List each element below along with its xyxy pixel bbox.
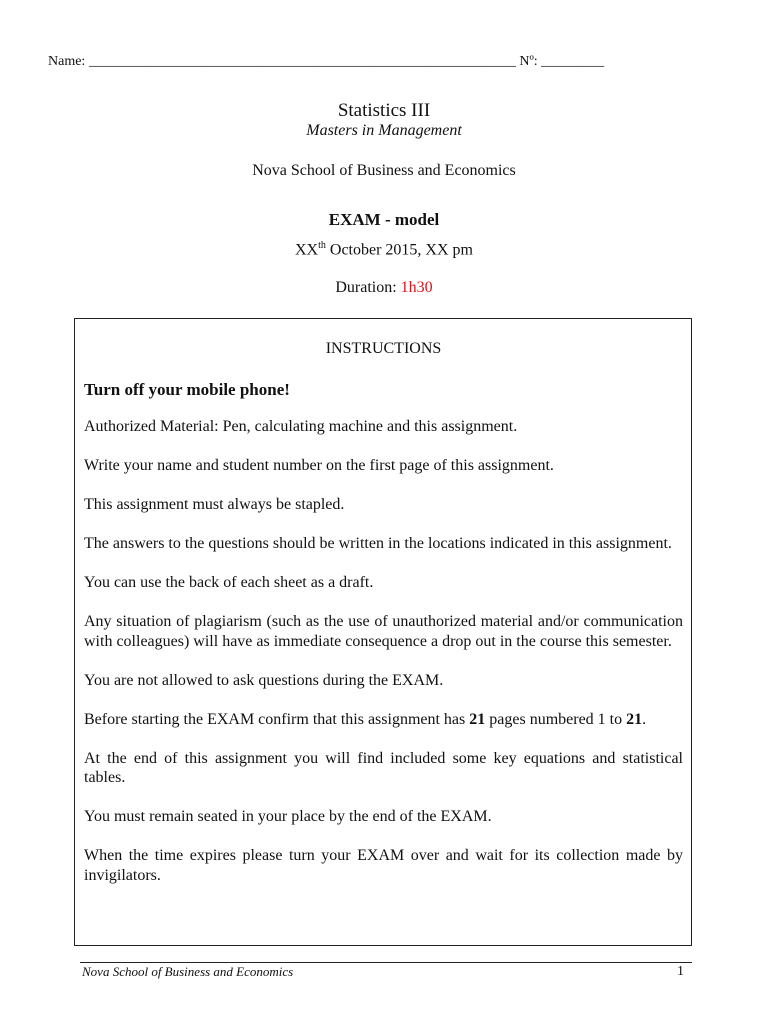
exam-date — [0, 240, 768, 259]
instruction-item: Write your name and student number on the first page of this assignment. — [84, 457, 554, 474]
instruction-item: You can use the back of each sheet as a draft. — [84, 574, 374, 591]
duration-value: 1h30 — [400, 279, 433, 296]
number-label: Nº: — [519, 54, 538, 69]
pages-last: 21 — [626, 710, 643, 728]
pages-text: pages numbered 1 to — [485, 710, 627, 728]
program-subtitle: Masters in Management — [306, 122, 462, 139]
footer-institution: Nova School of Business and Economics — [82, 964, 294, 979]
name-field[interactable]: _____________________________________________________________ — [88, 54, 516, 69]
exam-title: EXAM - model — [328, 210, 440, 229]
pages-text: . — [642, 710, 647, 728]
mobile-phone-warning: Turn off your mobile phone! — [84, 379, 290, 399]
footer-divider — [80, 962, 692, 963]
instruction-item: Any situation of plagiarism (such as the use of unauthorized material and/or communication with colleagues) will have as immediate consequence a drop out in the course this semester. — [84, 613, 683, 650]
page-number: 1 — [677, 964, 684, 979]
course-title: Statistics III — [337, 100, 431, 121]
instructions-box — [74, 318, 692, 946]
duration-label: Duration: — [335, 279, 401, 296]
school-name: Nova School of Business and Economics — [252, 162, 516, 179]
instruction-item: You must remain seated in your place by the end of the EXAM. — [84, 808, 492, 825]
pages-text: Before starting the EXAM confirm that this assignment has — [84, 710, 470, 728]
instruction-item: When the time expires please turn your EXAM over and wait for its collection made by invigilators. — [84, 847, 683, 884]
pages-count: 21 — [469, 710, 486, 728]
instruction-item: At the end of this assignment you will find included some key equations and statistical tables. — [84, 749, 683, 786]
instruction-item: This assignment must always be stapled. — [84, 496, 345, 513]
exam-duration — [0, 279, 768, 297]
instruction-pages — [84, 710, 683, 730]
instruction-item: Authorized Material: Pen, calculating machine and this assignment. — [84, 418, 518, 435]
date-suffix: th — [318, 240, 326, 251]
instruction-item: The answers to the questions should be written in the locations indicated in this assignment. — [84, 535, 672, 552]
instructions-heading: INSTRUCTIONS — [325, 340, 442, 357]
date-prefix: XX — [295, 241, 319, 259]
instruction-item: You are not allowed to ask questions during the EXAM. — [84, 671, 444, 689]
name-number-line — [48, 54, 604, 70]
number-field[interactable]: _________ — [541, 54, 605, 69]
name-label: Name: — [48, 54, 86, 69]
date-rest: October 2015, XX pm — [325, 241, 473, 259]
